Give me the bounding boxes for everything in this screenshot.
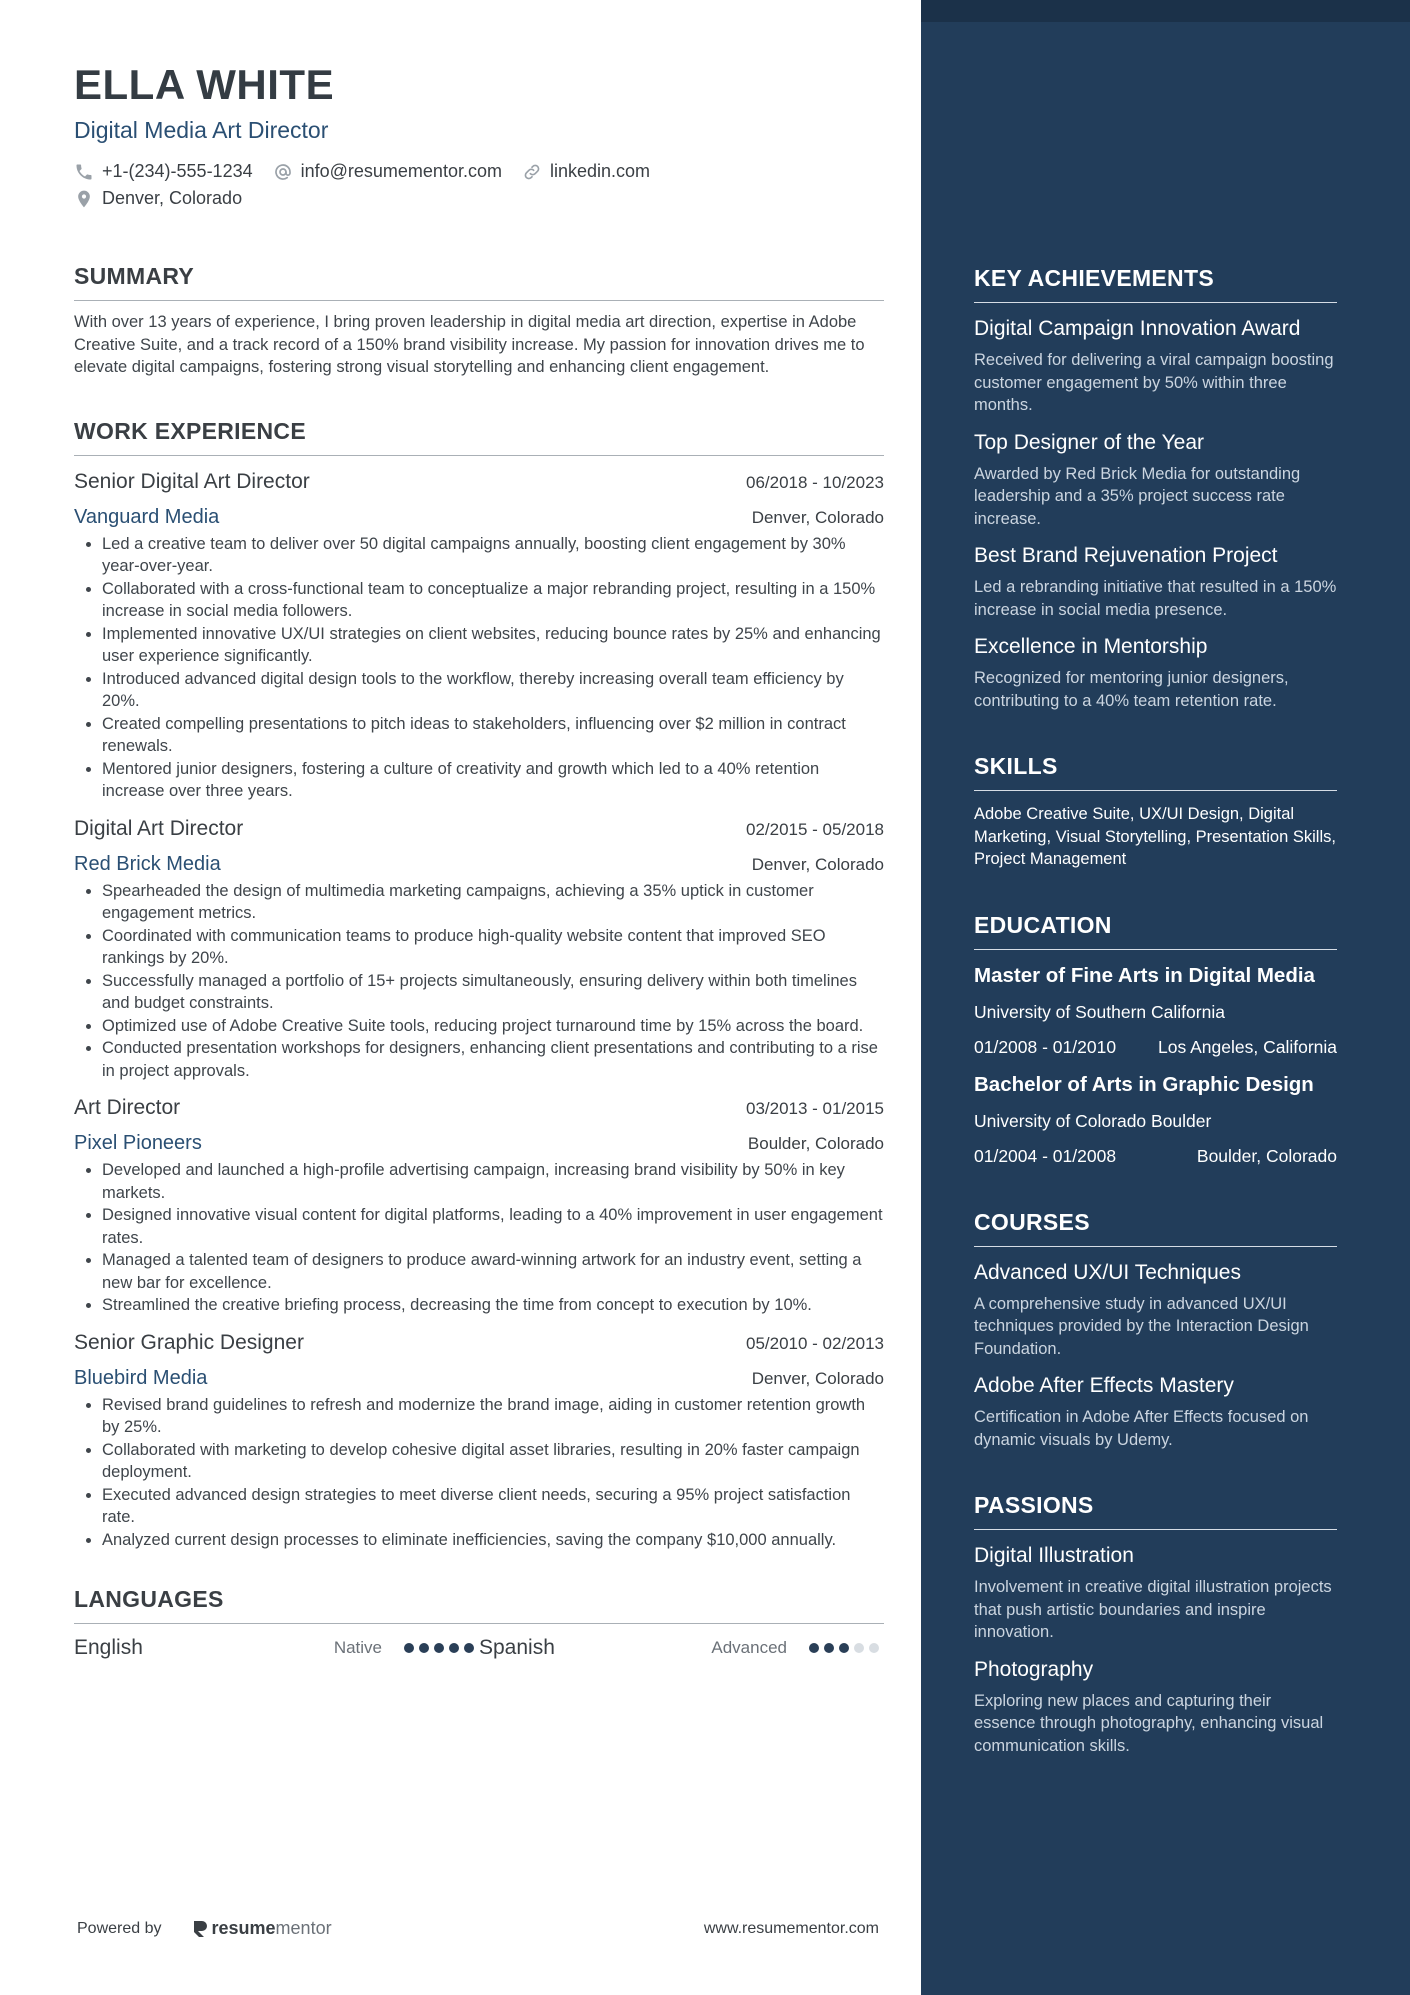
key-achievements-heading: KEY ACHIEVEMENTS	[974, 264, 1337, 303]
language-level: Native	[333, 1638, 382, 1657]
passion-desc: Exploring new places and capturing their essence through photography, enhancing visual communication skills.	[974, 1691, 1324, 1755]
skills-heading: SKILLS	[974, 752, 1337, 791]
passion-item	[974, 1542, 1337, 1644]
course-desc: A comprehensive study in advanced UX/UI techniques provided by the Interaction Design Foundation.	[974, 1294, 1309, 1358]
achievement-title: Top Designer of the Year	[974, 430, 1204, 454]
education-school: University of Southern California	[974, 1001, 1225, 1022]
rating-dot-filled	[404, 1643, 414, 1653]
achievement-item	[974, 542, 1337, 621]
languages-section	[74, 1585, 884, 1662]
linkedin-text: linkedin.com	[549, 161, 651, 181]
job-bullet: • Conducted presentation workshops for designers, enhancing client presentations and contributing to a rise in project approvals.	[102, 1037, 884, 1082]
job-bullet: • Introduced advanced digital design tools to the workflow, thereby increasing overall team efficiency by 20%.	[102, 668, 884, 713]
education-item	[974, 1071, 1337, 1168]
rating-dot-filled	[809, 1643, 819, 1653]
education-school: University of Colorado Boulder	[974, 1110, 1212, 1131]
rating-dot-empty	[869, 1643, 879, 1653]
course-item	[974, 1372, 1337, 1451]
job-entry	[74, 815, 884, 1083]
job-dates: 02/2015 - 05/2018	[745, 819, 884, 839]
location-pin-icon	[74, 189, 94, 209]
language-name: English	[74, 1636, 143, 1659]
brand-bold: resume	[211, 1918, 276, 1938]
achievement-item	[974, 633, 1337, 712]
website-link[interactable]: www.resumementor.com	[703, 1919, 879, 1937]
main-column	[74, 60, 884, 1662]
job-entry	[74, 1094, 884, 1317]
achievement-desc: Recognized for mentoring junior designers, contributing to a 40% team retention rate.	[974, 669, 1289, 710]
logo-mark-icon	[192, 1919, 208, 1939]
job-dates: 06/2018 - 10/2023	[745, 472, 884, 492]
achievement-desc: Led a rebranding initiative that resulted in a 150% increase in social media presence.	[974, 578, 1337, 619]
job-bullet: • Managed a talented team of designers to produce award-winning artwork for an industry event, setting a new bar for excellence.	[102, 1249, 884, 1294]
contact-email[interactable]	[273, 158, 502, 185]
achievement-title: Digital Campaign Innovation Award	[974, 317, 1301, 340]
job-company: Bluebird Media	[74, 1366, 208, 1389]
passions-heading: PASSIONS	[974, 1491, 1337, 1530]
job-bullet: • Analyzed current design processes to eliminate inefficiencies, saving the company $10,000 annually.	[102, 1529, 884, 1552]
passion-title: Digital Illustration	[974, 1544, 1134, 1567]
summary-text: With over 13 years of experience, I bring proven leadership in digital media art direction, expertise in Adobe Creative Suite, and a track record of a 150% brand visibility increase. My passion for innovation drives me to elevate digital campaigns, fostering strong visual storytelling and enhancing client engagement.	[74, 313, 865, 376]
achievement-title: Best Brand Rejuvenation Project	[974, 544, 1278, 567]
job-company: Vanguard Media	[74, 505, 220, 528]
passion-title: Photography	[974, 1657, 1094, 1681]
job-bullet: • Successfully managed a portfolio of 15+ projects simultaneously, ensuring delivery within both timelines and budget constraints.	[102, 970, 884, 1015]
job-bullet: • Streamlined the creative briefing process, decreasing the time from concept to execution by 10%.	[102, 1294, 884, 1317]
achievement-title: Excellence in Mentorship	[974, 635, 1208, 658]
education-degree: Bachelor of Arts in Graphic Design	[974, 1072, 1314, 1096]
skills-section	[974, 752, 1337, 871]
contact-location	[74, 185, 242, 212]
rating-dot-filled	[419, 1643, 429, 1653]
phone-text: +1-(234)-555-1234	[102, 161, 253, 181]
rating-dot-filled	[824, 1643, 834, 1653]
language-level: Advanced	[711, 1638, 787, 1657]
job-title: Senior Digital Art Director	[74, 469, 310, 493]
candidate-name: ELLA WHITE	[74, 61, 335, 108]
sidebar-top-bar	[921, 0, 1410, 22]
course-desc: Certification in Adobe After Effects focused on dynamic visuals by Udemy.	[974, 1408, 1309, 1449]
job-location: Denver, Colorado	[751, 854, 884, 874]
summary-section	[74, 262, 884, 379]
work-experience-section	[74, 417, 884, 1552]
brand-light: mentor	[275, 1918, 332, 1938]
education-dates: 01/2008 - 01/2010	[974, 1036, 1117, 1057]
job-entry	[74, 1329, 884, 1552]
education-degree: Master of Fine Arts in Digital Media	[974, 963, 1315, 987]
contact-info	[74, 158, 884, 212]
education-dates: 01/2004 - 01/2008	[974, 1145, 1117, 1166]
phone-icon	[74, 162, 94, 182]
location-text: Denver, Colorado	[102, 188, 243, 208]
education-location: Boulder, Colorado	[1196, 1145, 1337, 1166]
job-bullet: • Collaborated with marketing to develop cohesive digital asset libraries, resulting in 20% faster campaign deployment.	[102, 1439, 884, 1484]
key-achievements-section	[974, 264, 1337, 712]
email-text: info@resumementor.com	[300, 161, 502, 181]
language-rating	[809, 1643, 884, 1653]
language-item	[74, 1634, 479, 1662]
achievement-desc: Received for delivering a viral campaign boosting customer engagement by 50% within three months.	[974, 351, 1334, 414]
achievement-item	[974, 429, 1337, 531]
job-bullets	[74, 1159, 884, 1317]
rating-dot-filled	[839, 1643, 849, 1653]
link-icon	[522, 162, 542, 182]
job-location: Denver, Colorado	[751, 507, 884, 527]
job-bullets	[74, 1394, 884, 1552]
job-title: Senior Graphic Designer	[74, 1330, 304, 1354]
passions-section	[974, 1491, 1337, 1757]
achievement-desc: Awarded by Red Brick Media for outstanding leadership and a 35% project success rate increase.	[974, 464, 1301, 528]
language-rating	[404, 1643, 479, 1653]
job-bullets	[74, 880, 884, 1083]
language-name: Spanish	[479, 1636, 555, 1659]
powered-by-label: Powered by	[77, 1919, 162, 1937]
course-title: Advanced UX/UI Techniques	[974, 1260, 1241, 1284]
job-bullet: • Coordinated with communication teams to produce high-quality website content that improved SEO rankings by 20%.	[102, 925, 884, 970]
job-company: Pixel Pioneers	[74, 1132, 202, 1154]
courses-section	[974, 1208, 1337, 1452]
job-bullet: • Spearheaded the design of multimedia marketing campaigns, achieving a 35% uptick in customer engagement metrics.	[102, 880, 884, 925]
languages-heading: LANGUAGES	[74, 1585, 884, 1624]
job-dates: 05/2010 - 02/2013	[745, 1333, 884, 1353]
job-dates: 03/2013 - 01/2015	[745, 1099, 884, 1118]
job-entry	[74, 468, 884, 803]
rating-dot-filled	[449, 1643, 459, 1653]
job-bullet: • Executed advanced design strategies to meet diverse client needs, securing a 95% project satisfaction rate.	[102, 1484, 884, 1529]
resumementor-logo[interactable]	[192, 1918, 332, 1939]
achievement-item	[974, 315, 1337, 417]
job-bullet: • Created compelling presentations to pitch ideas to stakeholders, influencing over $2 million in contract renewals.	[102, 713, 884, 758]
rating-dot-empty	[854, 1643, 864, 1653]
candidate-role: Digital Media Art Director	[74, 117, 329, 143]
course-title: Adobe After Effects Mastery	[974, 1374, 1234, 1397]
job-bullets	[74, 533, 884, 803]
education-section	[974, 911, 1337, 1168]
job-bullet: • Collaborated with a cross-functional team to conceptualize a major rebranding project, resulting in a 150% increase in social media followers.	[102, 578, 884, 623]
job-title: Art Director	[74, 1096, 181, 1119]
contact-phone[interactable]	[74, 158, 253, 185]
job-company: Red Brick Media	[74, 852, 221, 875]
job-bullet: • Implemented innovative UX/UI strategies on client websites, reducing bounce rates by 25% and enhancing user experience significantly.	[102, 623, 884, 668]
education-heading: EDUCATION	[974, 911, 1337, 950]
job-location: Denver, Colorado	[751, 1368, 884, 1388]
footer	[77, 1918, 879, 1939]
job-title: Digital Art Director	[74, 816, 244, 840]
passion-desc: Involvement in creative digital illustration projects that push artistic boundaries and inspire innovation.	[974, 1578, 1332, 1641]
contact-linkedin[interactable]	[522, 158, 650, 185]
skills-list: Adobe Creative Suite, UX/UI Design, Digital Marketing, Visual Storytelling, Presentation Skills, Project Management	[974, 805, 1336, 868]
job-location: Boulder, Colorado	[747, 1134, 884, 1153]
courses-heading: COURSES	[974, 1208, 1337, 1247]
passion-item	[974, 1656, 1337, 1758]
job-bullet: • Developed and launched a high-profile advertising campaign, increasing brand visibility by 50% in key markets.	[102, 1159, 884, 1204]
sidebar	[921, 0, 1410, 1995]
job-bullet: • Led a creative team to deliver over 50 digital campaigns annually, boosting client engagement by 30% year-over-year.	[102, 533, 884, 578]
at-icon	[273, 162, 293, 182]
job-bullet: • Optimized use of Adobe Creative Suite tools, reducing project turnaround time by 15% across the board.	[102, 1015, 884, 1038]
job-bullet: • Designed innovative visual content for digital platforms, leading to a 40% improvement in user engagement rates.	[102, 1204, 884, 1249]
rating-dot-filled	[464, 1643, 474, 1653]
rating-dot-filled	[434, 1643, 444, 1653]
job-bullet: • Revised brand guidelines to refresh and modernize the brand image, aiding in customer retention growth by 25%.	[102, 1394, 884, 1439]
course-item	[974, 1259, 1337, 1361]
summary-heading: SUMMARY	[74, 262, 884, 301]
education-item	[974, 962, 1337, 1059]
language-item	[479, 1634, 884, 1662]
job-bullet: • Mentored junior designers, fostering a culture of creativity and growth which led to a 40% retention increase over three years.	[102, 758, 884, 803]
education-location: Los Angeles, California	[1158, 1036, 1337, 1057]
work-experience-heading: WORK EXPERIENCE	[74, 417, 884, 456]
